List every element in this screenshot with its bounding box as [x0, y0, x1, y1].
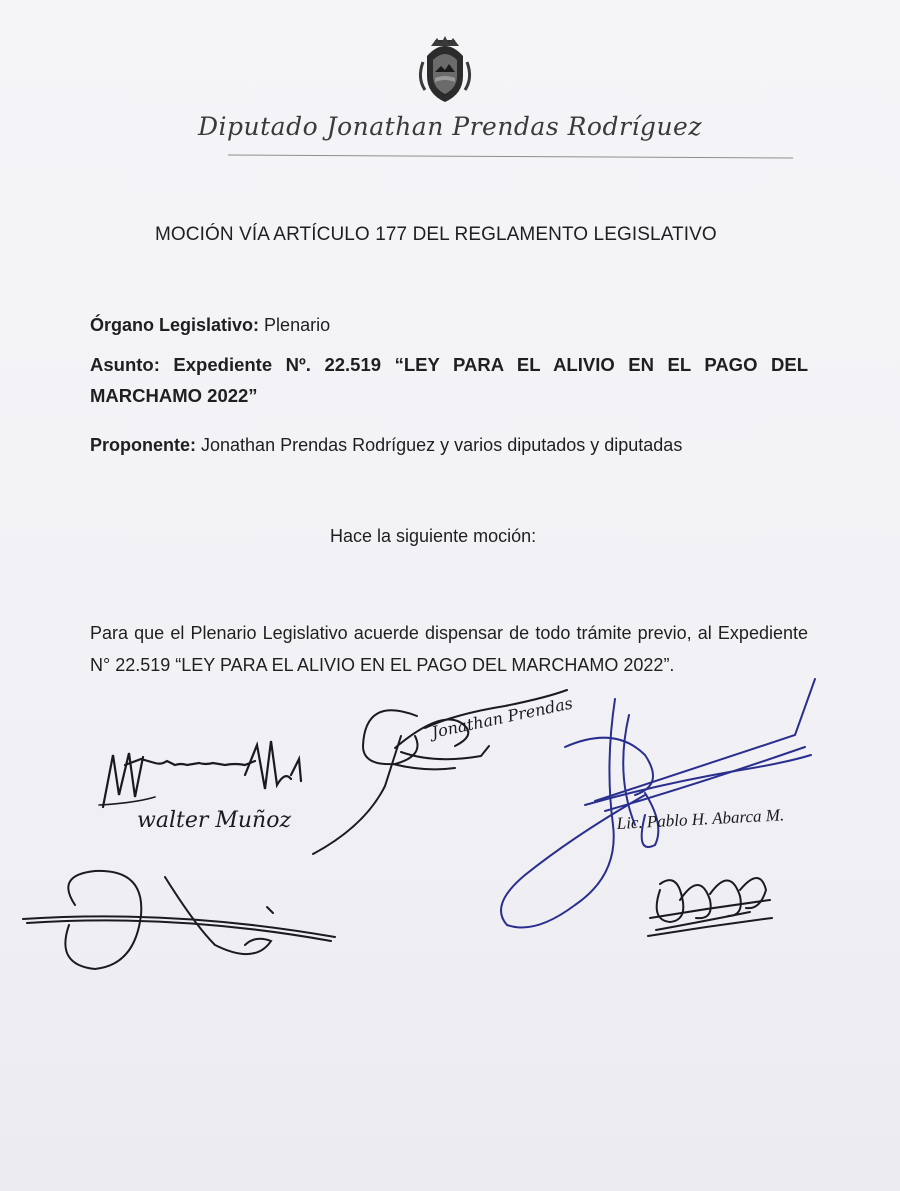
- motion-intro: Hace la siguiente moción:: [330, 526, 537, 546]
- signature-prendas-caption: Jonathan Prendas: [429, 693, 575, 742]
- organo-value: Plenario: [264, 315, 331, 335]
- asunto-label: Asunto:: [90, 354, 160, 375]
- signature-walter-munoz: [95, 735, 325, 835]
- letterhead-name: Diputado Jonathan Prendas Rodríguez: [197, 112, 703, 141]
- letterhead-divider: [228, 155, 793, 159]
- proponente-label: Proponente:: [90, 435, 196, 455]
- signature-abarca-stamp: Lic. Pablo H. Abarca M.: [616, 805, 785, 833]
- signature-bottom-right: [640, 860, 780, 950]
- signature-walter-caption: walter Muñoz: [137, 808, 292, 833]
- organo-label: Órgano Legislativo:: [90, 315, 260, 335]
- asunto-value: Expediente Nº. 22.519 “LEY PARA EL ALIVIO EN EL PAGO DEL MARCHAMO 2022”: [90, 354, 809, 406]
- costa-rica-coat-of-arms-icon: [405, 28, 485, 108]
- document-title: MOCIÓN VÍA ARTÍCULO 177 DEL REGLAMENTO LEGISLATIVO: [155, 224, 717, 245]
- signature-bottom-left: [15, 865, 345, 975]
- motion-body: Para que el Plenario Legislativo acuerde dispensar de todo trámite previo, al Expediente N° 22.519 “LEY PARA EL ALIVIO EN EL PAGO DEL MARCHAMO 2022”.: [90, 623, 808, 675]
- proponente-field: [90, 430, 810, 461]
- asunto-field: [90, 349, 808, 411]
- proponente-value: Jonathan Prendas Rodríguez y varios diputados y diputadas: [201, 435, 683, 455]
- organo-field: [90, 310, 810, 341]
